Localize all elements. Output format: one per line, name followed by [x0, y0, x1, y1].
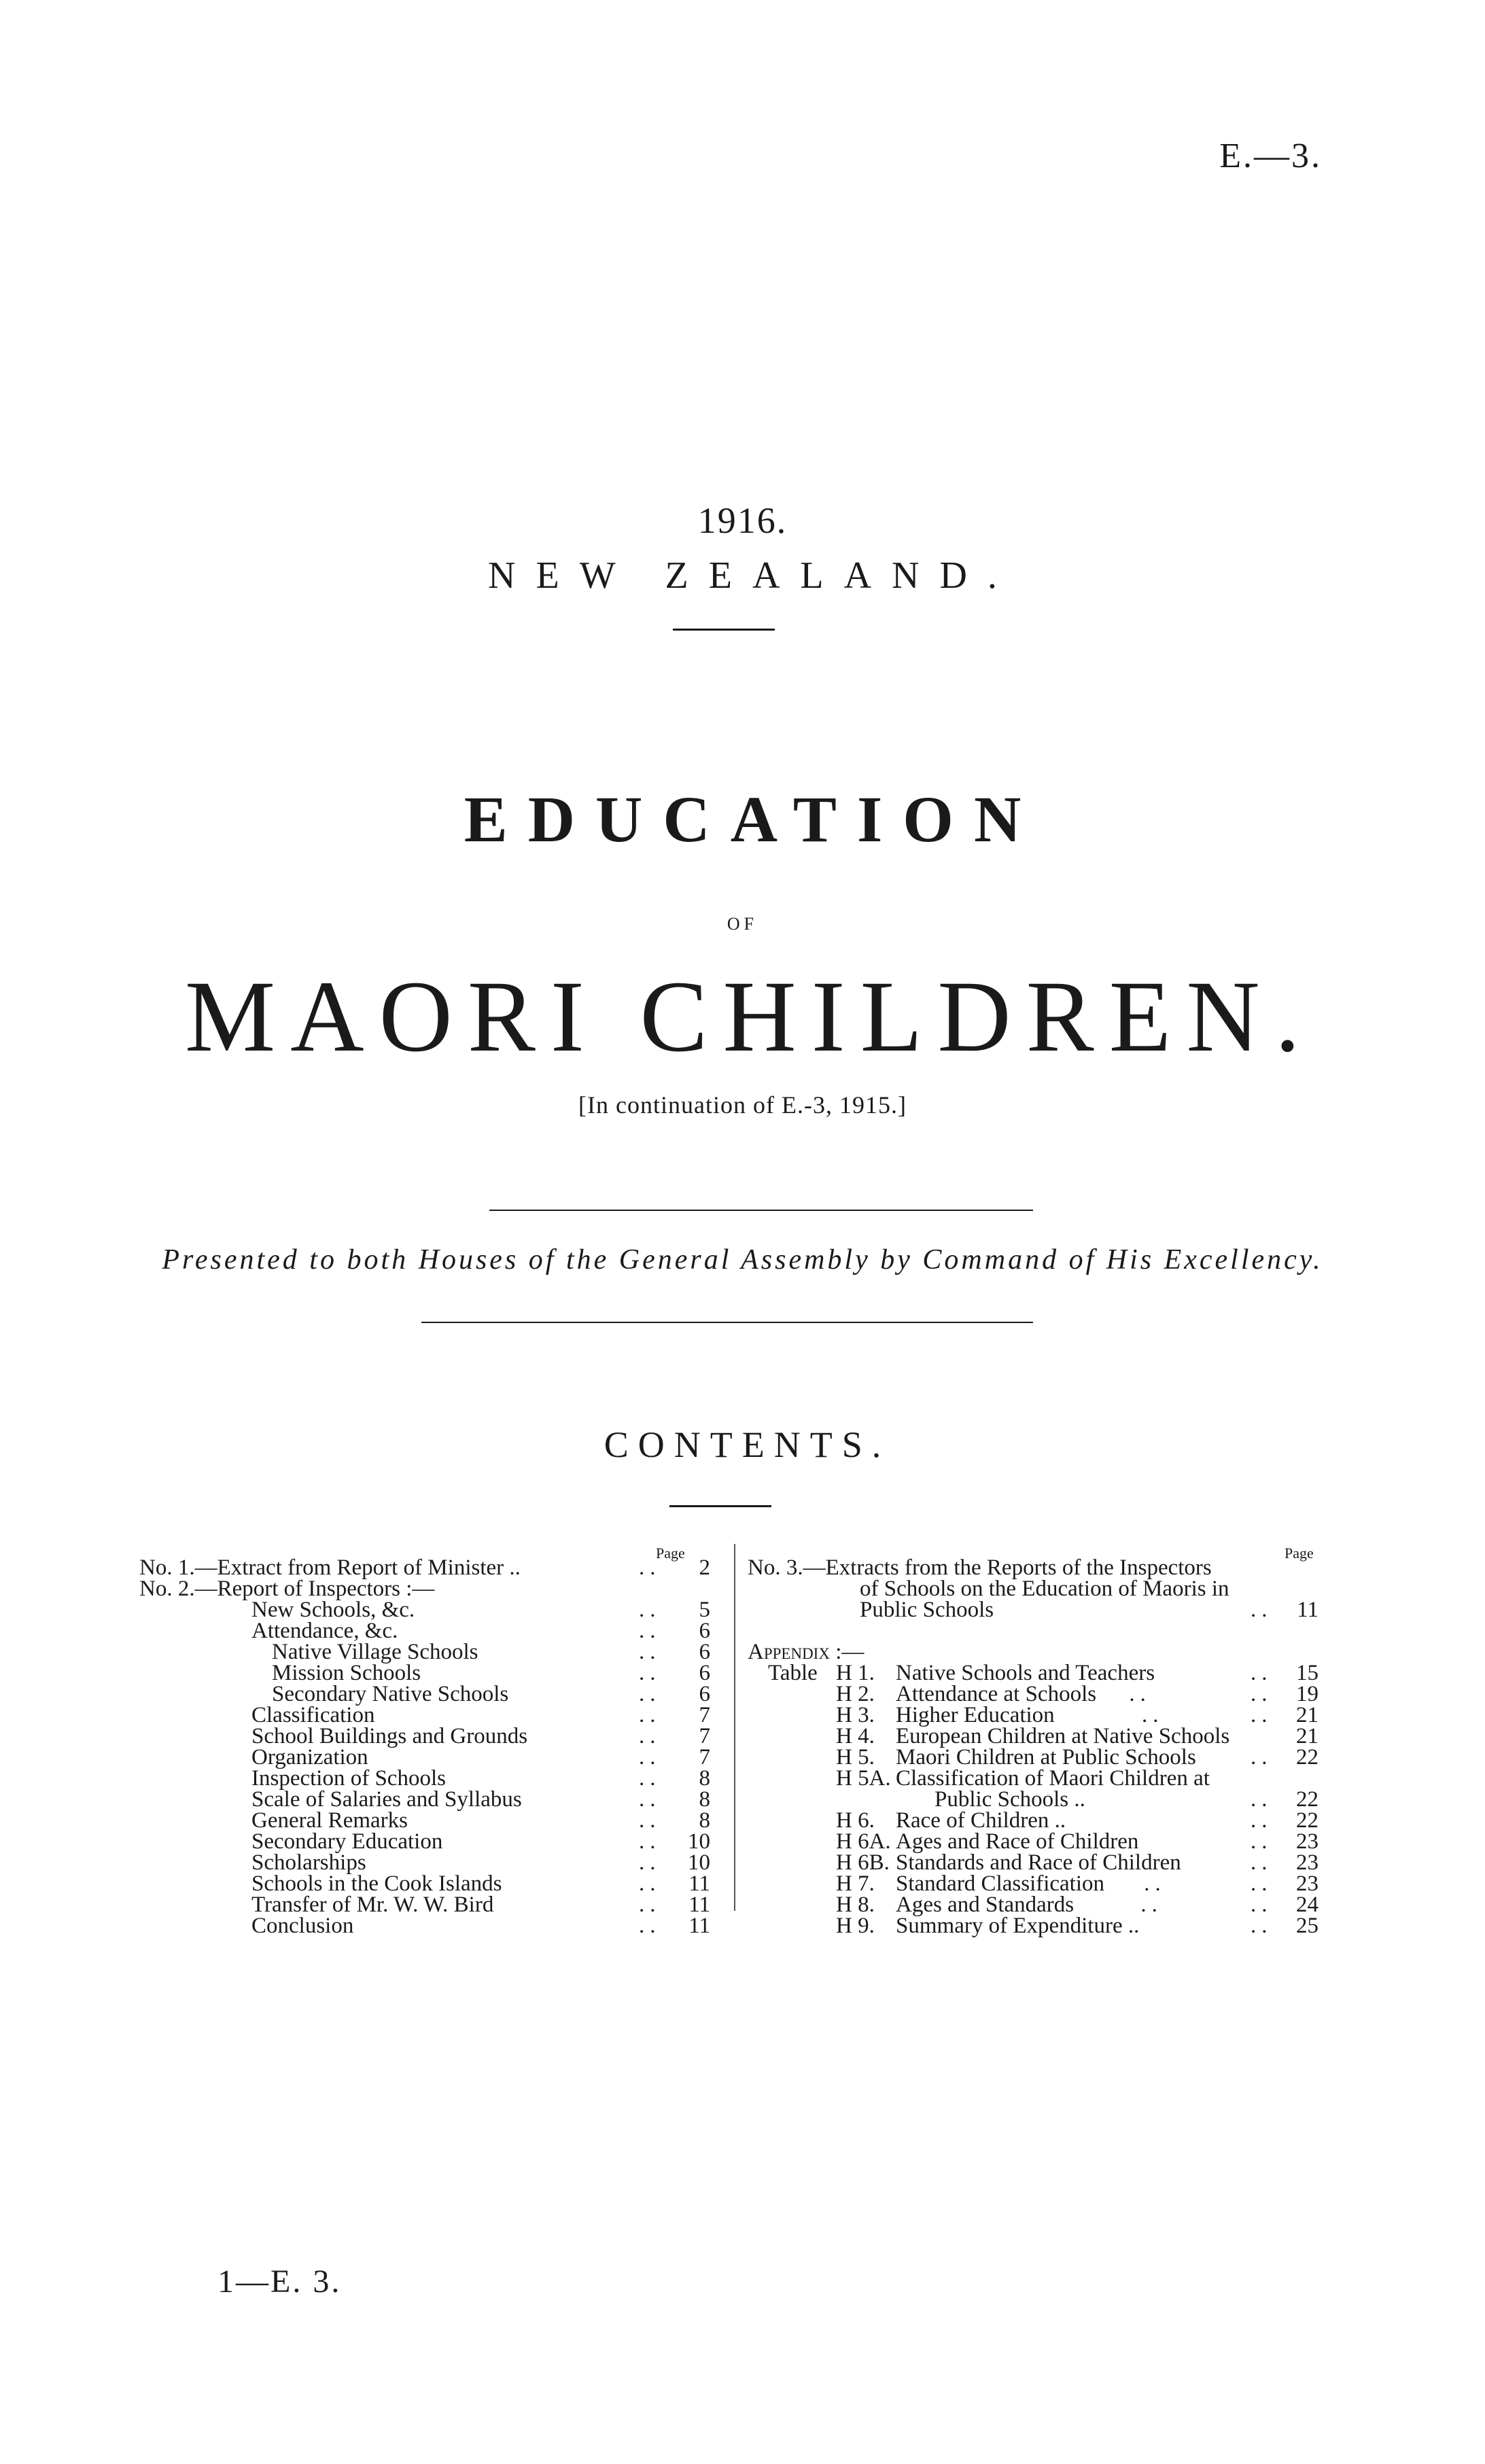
page-number: 23: [1296, 1850, 1318, 1875]
list-item: Organization: [251, 1745, 368, 1770]
presented-line: Presented to both Houses of the General Assembly by Command of His Excellency.: [162, 1244, 1323, 1275]
page-number: 19: [1296, 1682, 1318, 1706]
page-number: 22: [1296, 1787, 1318, 1812]
page-number: 11: [688, 1893, 710, 1917]
table-title: Native Schools and Teachers: [896, 1661, 1155, 1685]
page-number: 8: [699, 1787, 710, 1812]
list-item: No. 3.—Extracts from the Reports of the Inspectors: [748, 1555, 1212, 1580]
table-title: Maori Children at Public Schools: [896, 1745, 1196, 1770]
table-title: Attendance at Schools ..: [896, 1682, 1151, 1706]
table-title: Ages and Race of Children: [896, 1829, 1139, 1854]
appendix-heading: Appendix :—: [748, 1640, 864, 1664]
column-divider: [734, 1544, 735, 1911]
divider-rule: [489, 1210, 1033, 1211]
page-number: 7: [699, 1703, 710, 1727]
page-number: 6: [699, 1619, 710, 1643]
page-number: 5: [699, 1598, 710, 1622]
signature-mark: 1—E. 3.: [217, 2264, 342, 2300]
list-item: Conclusion: [251, 1914, 354, 1938]
divider-rule: [421, 1322, 1033, 1323]
table-id: H 6B.: [836, 1850, 890, 1875]
page-number: 10: [688, 1850, 710, 1875]
table-id: H 8.: [836, 1893, 875, 1917]
list-item: Secondary Native Schools: [272, 1682, 509, 1706]
contents-heading: CONTENTS.: [604, 1424, 891, 1465]
year: 1916.: [697, 500, 788, 541]
short-rule: [673, 629, 775, 631]
list-item: No. 1.—Extract from Report of Minister ..: [139, 1555, 521, 1580]
page-number: 6: [699, 1682, 710, 1706]
page-number: 6: [699, 1661, 710, 1685]
list-item: Native Village Schools: [272, 1640, 478, 1664]
page-number: 25: [1296, 1914, 1318, 1938]
list-item: General Remarks: [251, 1808, 408, 1833]
page-column-label: Page: [1285, 1545, 1314, 1562]
title-line-1: EDUCATION: [464, 783, 1042, 856]
page-number: 11: [688, 1871, 710, 1896]
table-id: H 1.: [836, 1661, 875, 1685]
table-id: H 5.: [836, 1745, 875, 1770]
list-item: Classification: [251, 1703, 375, 1727]
table-id: H 2.: [836, 1682, 875, 1706]
table-title: Public Schools ..: [934, 1787, 1085, 1812]
page-number: 21: [1296, 1724, 1318, 1748]
page-number: 23: [1296, 1871, 1318, 1896]
list-item: No. 2.—Report of Inspectors :—: [139, 1577, 435, 1601]
table-id: H 6.: [836, 1808, 875, 1833]
page-number: 8: [699, 1808, 710, 1833]
list-item: Scholarships: [251, 1850, 366, 1875]
short-rule: [669, 1505, 771, 1507]
list-item: Scale of Salaries and Syllabus: [251, 1787, 522, 1812]
page-number: 22: [1296, 1808, 1318, 1833]
page-column-label: Page: [656, 1545, 685, 1562]
table-title: Race of Children ..: [896, 1808, 1066, 1833]
country: NEW ZEALAND.: [488, 555, 1017, 597]
title-of: OF: [727, 914, 758, 934]
table-title: Summary of Expenditure ..: [896, 1914, 1140, 1938]
list-item: New Schools, &c.: [251, 1598, 415, 1622]
list-item: Schools in the Cook Islands: [251, 1871, 502, 1896]
page-number: 21: [1296, 1703, 1318, 1727]
page-number: 10: [688, 1829, 710, 1854]
page-number: 11: [688, 1914, 710, 1938]
list-item: Attendance, &c.: [251, 1619, 398, 1643]
table-title: European Children at Native Schools: [896, 1724, 1230, 1748]
continuation-note: [In continuation of E.-3, 1915.]: [578, 1091, 907, 1119]
list-item: Inspection of Schools: [251, 1766, 446, 1791]
table-id: H 5A.: [836, 1766, 891, 1791]
page-number: 7: [699, 1745, 710, 1770]
table-title: Standard Classification ..: [896, 1871, 1166, 1896]
page-number: 2: [699, 1555, 710, 1580]
list-item: Public Schools: [860, 1598, 994, 1622]
list-item: of Schools on the Education of Maoris in: [860, 1577, 1229, 1601]
page-number: 24: [1296, 1893, 1318, 1917]
list-item: Transfer of Mr. W. W. Bird: [251, 1893, 494, 1917]
table-title: Ages and Standards ..: [896, 1893, 1163, 1917]
page-number: 6: [699, 1640, 710, 1664]
table-title: Higher Education ..: [896, 1703, 1164, 1727]
table-id: H 6A.: [836, 1829, 891, 1854]
list-item: Secondary Education: [251, 1829, 443, 1854]
table-id: H 4.: [836, 1724, 875, 1748]
table-id: H 3.: [836, 1703, 875, 1727]
table-label: Table: [768, 1661, 818, 1685]
page-number: 22: [1296, 1745, 1318, 1770]
document-code: E.—3.: [1219, 137, 1322, 175]
table-title: Classification of Maori Children at: [896, 1766, 1210, 1791]
table-id: H 9.: [836, 1914, 875, 1938]
page-number: 23: [1296, 1829, 1318, 1854]
page-number: 7: [699, 1724, 710, 1748]
list-item: Mission Schools: [272, 1661, 421, 1685]
page-number: 11: [1297, 1598, 1318, 1622]
page-number: 15: [1296, 1661, 1318, 1685]
title-line-2: MAORI CHILDREN.: [184, 960, 1316, 1073]
list-item: School Buildings and Grounds: [251, 1724, 528, 1748]
table-title: Standards and Race of Children: [896, 1850, 1181, 1875]
page-number: 8: [699, 1766, 710, 1791]
table-id: H 7.: [836, 1871, 875, 1896]
